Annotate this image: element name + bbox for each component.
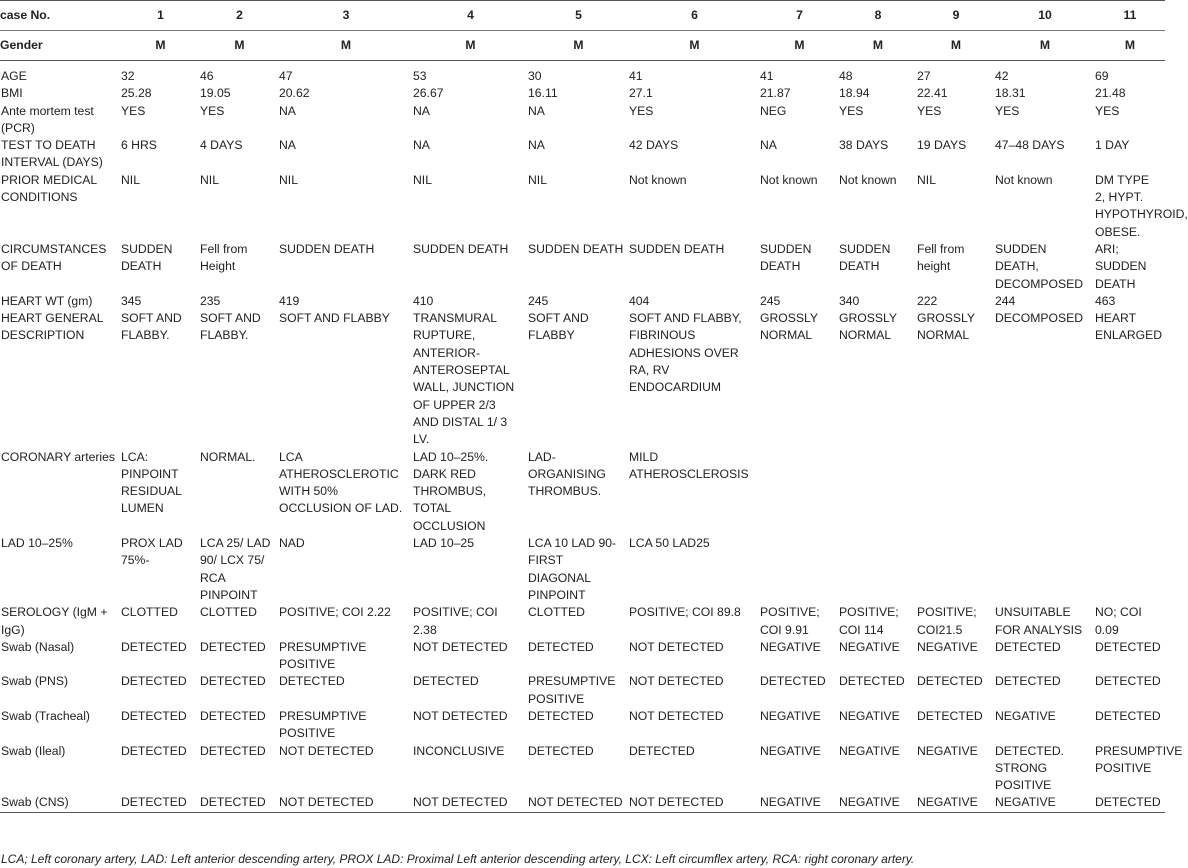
table-row [0, 604, 1165, 639]
row-label: SEROLOGY (IgM + IgG) [1, 605, 108, 637]
table-cell: DECOMPOSED [995, 311, 1084, 326]
table-cell: DETECTED [121, 674, 187, 689]
table-cell: SOFT AND FLABBY [528, 311, 589, 343]
table-cell: PRESUMPTIVE POSITIVE [279, 708, 367, 741]
table-cell: 22.41 [917, 86, 948, 101]
table-cell: SUDDEN DEATH [839, 241, 891, 274]
table-cell: GROSSLY NORMAL [760, 311, 818, 343]
table-cell: NEGATIVE [995, 794, 1095, 812]
gender-cell: M [839, 31, 917, 61]
table-row [0, 137, 1165, 172]
table-cell: YES [839, 103, 864, 118]
table-cell: 222 [917, 293, 938, 308]
table-cell: 19 DAYS [917, 138, 967, 153]
table-row [0, 293, 1165, 310]
table-cell: SUDDEN DEATH [413, 241, 509, 256]
table-cell: Not known [760, 172, 818, 187]
row-label: CORONARY arteries [1, 449, 116, 464]
case-number-label: case No. [0, 1, 121, 31]
table-cell: 26.67 [413, 86, 444, 101]
table-cell: GROSSLY NORMAL [839, 311, 897, 343]
table-cell: NOT DETECTED [629, 639, 724, 654]
table-cell: POSITIVE; COI 2.22 [279, 605, 391, 620]
table-cell: NOT DETECTED [629, 794, 760, 812]
table-row [0, 449, 1165, 535]
table-cell: SUDDEN DEATH [279, 241, 375, 256]
table-cell: YES [1095, 103, 1120, 118]
gender-cell: M [995, 31, 1095, 61]
table-cell: 69 [1095, 69, 1109, 83]
row-label: AGE [1, 69, 27, 83]
table-row [0, 310, 1165, 448]
table-cell: 340 [839, 293, 860, 308]
case-number-cell: 7 [760, 1, 839, 31]
table-row [0, 673, 1165, 708]
case-number-cell: 4 [413, 1, 528, 31]
table-cell: 6 HRS [121, 138, 157, 153]
table-cell: NA [413, 138, 430, 153]
table-cell: DETECTED [917, 708, 983, 723]
table-row [0, 103, 1165, 138]
table-cell: SUDDEN DEATH, DECOMPOSED [995, 241, 1084, 291]
table-cell [760, 535, 839, 604]
table-cell: NIL [121, 172, 140, 187]
table-cell: PRESUMPTIVE POSITIVE [528, 674, 616, 706]
table-cell: 245 [760, 293, 781, 308]
row-label: CIRCUMSTANCES OF DEATH [1, 241, 107, 274]
table-cell: NORMAL. [200, 449, 256, 464]
gender-cell: M [413, 31, 528, 61]
table-cell: SOFT AND FLABBY, FIBRINOUS ADHESIONS OVER RA, RV ENDOCARDIUM [629, 311, 742, 395]
row-label: PRIOR MEDICAL CONDITIONS [1, 172, 97, 205]
table-cell: UNSUITABLE FOR ANALYSIS [995, 605, 1083, 637]
table-cell: NOT DETECTED [279, 794, 413, 812]
table-footnote: LCA; Left coronary artery, LAD: Left anterior descending artery, PROX LAD: Proximal Left anterior descending artery, LCX: Left circumflex artery, RCA: right coronary artery. [1, 852, 915, 866]
table-cell: LCA 50 LAD25 [629, 536, 710, 551]
table-cell: SOFT AND FLABBY. [200, 311, 261, 343]
table-cell: NEGATIVE [839, 743, 900, 758]
table-cell: NA [528, 138, 545, 153]
table-cell: DETECTED [121, 743, 187, 758]
table-cell: Not known [995, 172, 1053, 187]
table-cell: NO; COI 0.09 [1095, 605, 1142, 637]
table-cell: 345 [121, 293, 142, 308]
table-cell: PRESUMPTIVE POSITIVE [279, 639, 367, 672]
table-cell: DETECTED [121, 639, 187, 654]
table-cell: DETECTED [200, 708, 266, 723]
table-cell: LCA 25/ LAD 90/ LCX 75/ RCA PINPOINT [200, 536, 271, 602]
table-cell: 463 [1095, 293, 1116, 308]
table-cell: LAD 10–25%. DARK RED THROMBUS, TOTAL OCCLUSION [413, 449, 489, 533]
table-row [0, 61, 1165, 86]
table-cell: POSITIVE; COI 9.91 [760, 605, 820, 637]
table-cell: Fell from height [917, 241, 965, 274]
table-cell: DETECTED. STRONG POSITIVE [995, 743, 1065, 793]
table-cell: 244 [995, 293, 1016, 308]
table-cell: 20.62 [279, 86, 310, 101]
table-cell [917, 449, 995, 535]
table-cell: POSITIVE; COI 114 [839, 605, 899, 637]
table-header [0, 1, 1165, 61]
table-cell: 41 [760, 69, 774, 83]
row-label: BMI [1, 86, 23, 101]
table-cell: CLOTTED [121, 605, 178, 620]
table-row [0, 535, 1165, 604]
table-row [0, 172, 1165, 241]
table-cell: SUDDEN DEATH [528, 241, 624, 256]
table-cell: NEGATIVE [839, 794, 917, 812]
table-cell: LAD- ORGANISING THROMBUS. [528, 449, 606, 499]
table-cell: 4 DAYS [200, 138, 243, 153]
table-cell: DETECTED [995, 674, 1061, 689]
table-cell: YES [629, 103, 654, 118]
table-cell: DETECTED [200, 674, 266, 689]
table-cell: 27.1 [629, 86, 653, 101]
case-number-cell: 3 [279, 1, 413, 31]
case-number-cell: 5 [528, 1, 629, 31]
table-cell: DETECTED [1095, 794, 1165, 812]
case-number-row [0, 1, 1165, 31]
table-cell: POSITIVE; COI 89.8 [629, 605, 741, 620]
table-cell: NEGATIVE [760, 743, 821, 758]
gender-cell: M [279, 31, 413, 61]
table-cell: NOT DETECTED [413, 708, 508, 723]
table-cell: LCA ATHEROSCLEROTIC WITH 50% OCCLUSION OF LAD. [279, 449, 403, 516]
gender-label: Gender [0, 31, 121, 61]
gender-cell: M [200, 31, 279, 61]
table-cell: 19.05 [200, 86, 231, 101]
table-cell: DETECTED [200, 794, 279, 812]
table-cell: 235 [200, 293, 221, 308]
table-cell: YES [121, 103, 146, 118]
table-cell [1095, 449, 1165, 535]
table-cell: 21.48 [1095, 86, 1126, 101]
table-cell: DETECTED [629, 743, 695, 758]
table-cell: 38 DAYS [839, 138, 889, 153]
table-cell: DETECTED [528, 743, 594, 758]
table-cell: NA [760, 138, 777, 153]
table-cell [839, 535, 917, 604]
table-cell: 419 [279, 293, 300, 308]
table-cell: NOT DETECTED [629, 674, 724, 689]
table-cell: TRANSMURAL RUPTURE, ANTERIOR-ANTEROSEPTAL WALL, JUNCTION OF UPPER 2/3 AND DISTAL 1/ 3 LV. [413, 311, 515, 447]
table-cell: 18.31 [995, 86, 1026, 101]
table-cell: NA [279, 103, 296, 118]
table-cell: NOT DETECTED [413, 794, 528, 812]
table-cell: Not known [629, 172, 687, 187]
table-cell [917, 535, 995, 604]
table-cell: 48 [839, 69, 853, 83]
table-cell: 27 [917, 69, 931, 83]
table-cell: 47–48 DAYS [995, 138, 1065, 153]
row-label: HEART GENERAL DESCRIPTION [1, 311, 104, 343]
table-cell: INCONCLUSIVE [413, 743, 505, 758]
table-cell: NEGATIVE [917, 639, 978, 654]
table-cell: 42 [995, 69, 1009, 83]
table-cell: 410 [413, 293, 434, 308]
table-cell: 404 [629, 293, 650, 308]
gender-row [0, 31, 1165, 61]
table-cell: NIL [413, 172, 432, 187]
table-cell: NEGATIVE [917, 743, 978, 758]
case-number-cell: 10 [995, 1, 1095, 31]
table-cell: PRESUMPTIVE POSITIVE [1095, 743, 1183, 775]
table-cell: NOT DETECTED [528, 794, 629, 812]
table-cell: NIL [917, 172, 936, 187]
table-cell: NA [413, 103, 430, 118]
table-cell [1095, 535, 1165, 604]
row-label: Swab (CNS) [0, 794, 121, 812]
table-cell: NOT DETECTED [279, 743, 374, 758]
table-cell: SOFT AND FLABBY [279, 311, 390, 326]
table-cell: 41 [629, 69, 643, 83]
table-cell: DETECTED [917, 674, 983, 689]
table-cell [760, 449, 839, 535]
table-body [0, 61, 1188, 813]
table-cell: HEART ENLARGED [1095, 311, 1163, 343]
row-label: TEST TO DEATH INTERVAL (DAYS) [1, 138, 103, 170]
case-number-cell: 11 [1095, 1, 1165, 31]
table-cell: DETECTED [528, 639, 594, 654]
table-cell: NIL [279, 172, 298, 187]
table-cell: 16.11 [528, 86, 558, 101]
table-cell: DETECTED [200, 743, 266, 758]
table-cell: DETECTED [1095, 708, 1161, 723]
table-cell: DM TYPE 2, HYPT. HYPOTHYROID, OBESE. [1095, 172, 1188, 239]
row-label: LAD 10–25% [1, 536, 73, 551]
table-cell: NA [528, 103, 545, 118]
row-label: Swab (PNS) [1, 674, 69, 689]
table-cell: NA [279, 138, 296, 153]
table-cell: DETECTED [121, 708, 187, 723]
table-cell: DETECTED [413, 674, 479, 689]
table-row [0, 743, 1165, 795]
case-number-cell: 2 [200, 1, 279, 31]
table-cell: POSITIVE; COI 2.38 [413, 605, 498, 637]
table-row [0, 85, 1165, 102]
table-cell: PROX LAD 75%- [121, 536, 183, 568]
table-cell [995, 449, 1095, 535]
case-number-cell: 8 [839, 1, 917, 31]
table-cell: 47 [279, 69, 293, 83]
row-label: Swab (Nasal) [1, 639, 75, 654]
table-cell: YES [995, 103, 1020, 118]
table-row [0, 241, 1165, 293]
table-cell: SUDDEN DEATH [121, 241, 173, 274]
gender-cell: M [121, 31, 200, 61]
table-cell: NIL [200, 172, 219, 187]
table-cell: NEGATIVE [917, 794, 995, 812]
table-cell: DETECTED [200, 639, 266, 654]
table-cell: 30 [528, 69, 542, 83]
table-cell: Not known [839, 172, 897, 187]
table-cell: NEGATIVE [760, 708, 821, 723]
table-cell: SUDDEN DEATH [629, 241, 725, 256]
gender-cell: M [917, 31, 995, 61]
table-cell: YES [917, 103, 942, 118]
table-cell: DETECTED [760, 674, 826, 689]
table-cell: CLOTTED [200, 605, 257, 620]
table-cell: DETECTED [528, 708, 594, 723]
table-cell: 25.28 [121, 86, 152, 101]
table-cell [839, 449, 917, 535]
table-cell: 42 DAYS [629, 138, 679, 153]
table-cell: ARI; SUDDEN DEATH [1095, 241, 1147, 291]
row-label: Ante mortem test (PCR) [1, 103, 94, 135]
table-cell: SOFT AND FLABBY. [121, 311, 182, 343]
table-cell: NEGATIVE [995, 708, 1056, 723]
table-cell: DETECTED [1095, 639, 1161, 654]
table-cell: Fell from Height [200, 241, 248, 274]
table-cell: NOT DETECTED [413, 639, 508, 654]
table-cell: SUDDEN DEATH [760, 241, 812, 274]
table-cell: 1 DAY [1095, 138, 1130, 153]
table-cell: 21.87 [760, 86, 791, 101]
table-cell: DETECTED [279, 674, 345, 689]
gender-cell: M [1095, 31, 1165, 61]
table-cell: NEGATIVE [839, 708, 900, 723]
table-cell: GROSSLY NORMAL [917, 311, 975, 343]
gender-cell: M [760, 31, 839, 61]
table-cell: NAD [279, 536, 305, 551]
table-row [0, 639, 1165, 674]
row-label: HEART WT (gm) [1, 293, 93, 308]
table-cell: 245 [528, 293, 549, 308]
table-cell: NEGATIVE [760, 794, 839, 812]
table-cell [995, 535, 1095, 604]
table-row [0, 708, 1165, 743]
table-cell: NEGATIVE [839, 639, 900, 654]
table-cell: YES [200, 103, 225, 118]
row-label: Swab (Tracheal) [1, 708, 90, 723]
table-cell: 32 [121, 69, 135, 83]
table-cell: DETECTED [839, 674, 905, 689]
case-number-cell: 9 [917, 1, 995, 31]
table-cell: 46 [200, 69, 214, 83]
gender-cell: M [528, 31, 629, 61]
table-cell: DETECTED [121, 794, 200, 812]
table-cell: POSITIVE; COI21.5 [917, 605, 977, 637]
table-cell: LCA 10 LAD 90- FIRST DIAGONAL PINPOINT [528, 536, 617, 602]
row-label: Swab (Ileal) [1, 743, 66, 758]
table-cell: CLOTTED [528, 605, 585, 620]
table-cell: LAD 10–25 [413, 536, 474, 551]
table-cell: DETECTED [995, 639, 1061, 654]
gender-cell: M [629, 31, 760, 61]
table-row [0, 794, 1165, 812]
case-number-cell: 1 [121, 1, 200, 31]
case-number-cell: 6 [629, 1, 760, 31]
table-cell: NIL [528, 172, 547, 187]
table-cell: DETECTED [1095, 674, 1161, 689]
table-cell: NEG [760, 103, 787, 118]
table-cell: NEGATIVE [760, 639, 821, 654]
table-cell: NOT DETECTED [629, 708, 724, 723]
table-cell: 53 [413, 69, 427, 83]
table-cell: 18.94 [839, 86, 870, 101]
table-cell: LCA: PINPOINT RESIDUAL LUMEN [121, 449, 182, 516]
table-cell: MILD ATHEROSCLEROSIS [629, 449, 749, 481]
